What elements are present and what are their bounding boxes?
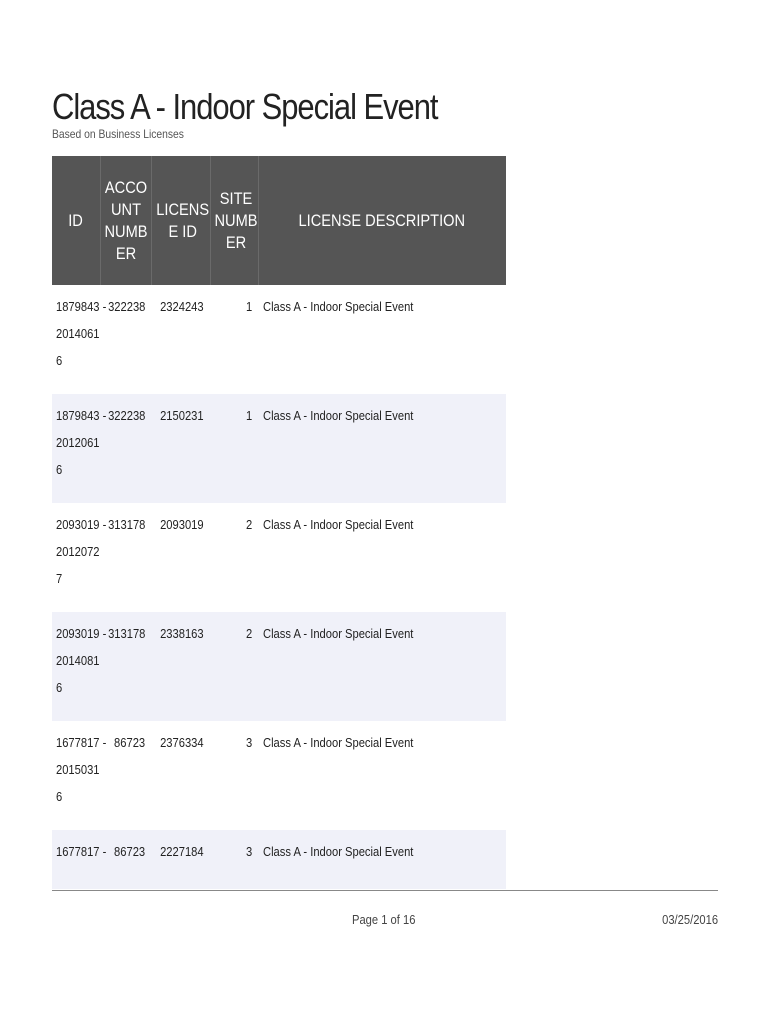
cell-account-number: 86723 [113,735,145,750]
footer-divider [52,890,718,891]
cell-license-description: Class A - Indoor Special Event [263,299,414,314]
cell-account-number: 86723 [100,830,151,889]
cell-site-number: 2 [245,517,252,532]
cell-id: 2093019 - 2012072 7 [56,517,107,586]
cell-account-number: 313178 [107,517,145,532]
table-row [52,503,506,612]
table-row [52,721,506,830]
column-header-license-description[interactable] [258,156,506,285]
column-header-label: LICENSE DESCRIPTION [298,210,466,230]
cell-site-number: 2 [210,612,258,721]
table-header-row [52,156,506,285]
cell-id: 1677817 - 2015031 6 [56,735,107,804]
cell-license-description: Class A - Indoor Special Event [263,735,414,750]
cell-license-id: 2093019 [160,517,204,532]
cell-account-number: 313178 [100,612,151,721]
cell-site-number: 1 [245,299,252,314]
cell-license-description: Class A - Indoor Special Event [258,394,506,503]
page-subtitle: Based on Business Licenses [52,127,184,141]
column-header-site-number[interactable] [210,156,258,285]
column-header-label: LICENS E ID [155,199,209,241]
page-number: Page 1 of 16 [352,912,416,927]
cell-site-number: 1 [210,394,258,503]
cell-license-id: 2338163 [151,612,210,721]
column-header-label: ID [68,210,84,230]
cell-site-number: 3 [210,830,258,889]
cell-id: 1879843 - 2012061 6 [52,394,100,503]
cell-account-number: 322238 [107,299,145,314]
cell-license-id: 2227184 [151,830,210,889]
cell-license-id: 2150231 [151,394,210,503]
table-row [52,285,506,394]
license-table [52,156,506,889]
table-row [52,394,506,503]
cell-license-description: Class A - Indoor Special Event [258,612,506,721]
license-table-container [52,156,506,889]
cell-license-id: 2376334 [160,735,204,750]
cell-id: 2093019 - 2014081 6 [52,612,100,721]
page-title: Class A - Indoor Special Event [52,86,438,127]
table-row [52,830,506,889]
cell-account-number: 322238 [100,394,151,503]
column-header-id[interactable] [52,156,100,285]
cell-id: 1677817 - [52,830,100,889]
cell-site-number: 3 [245,735,252,750]
cell-license-description: Class A - Indoor Special Event [263,517,414,532]
cell-license-id: 2324243 [160,299,204,314]
cell-id: 1879843 - 2014061 6 [56,299,107,368]
report-date: 03/25/2016 [662,912,718,927]
column-header-label: SITE NUMB ER [214,188,258,252]
column-header-account-number[interactable] [100,156,151,285]
table-row [52,612,506,721]
column-header-label: ACCO UNT NUMB ER [104,177,148,263]
column-header-license-id[interactable] [151,156,210,285]
cell-license-description: Class A - Indoor Special Event [258,830,506,889]
